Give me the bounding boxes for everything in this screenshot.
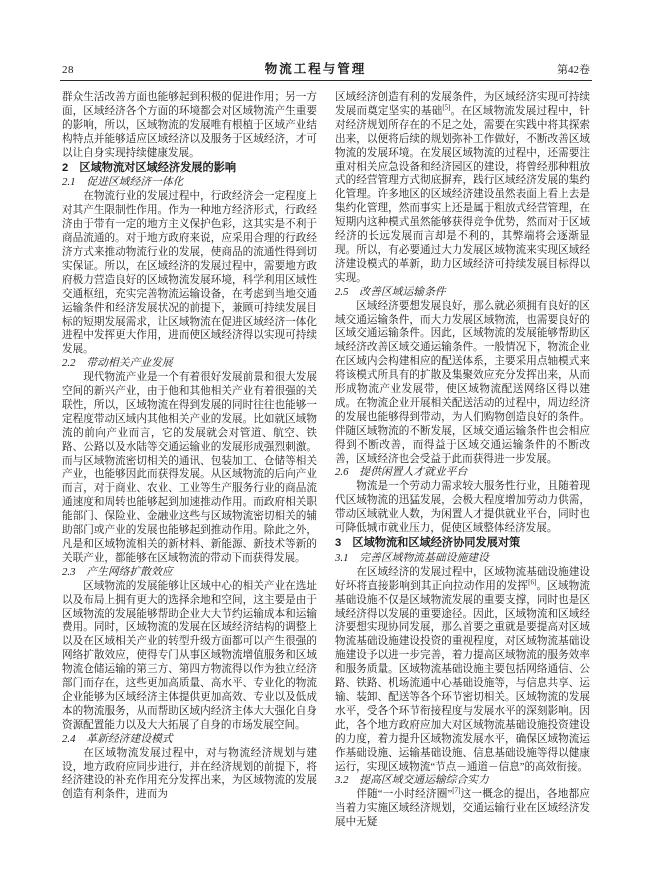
body-paragraph: 在物流行业的发展过程中，行政经济会一定程度上对其产生限制性作用。作为一种地方经济形式，行政经济由于带有一定的地方主义保护色彩，这其实是不利于商品流通的。对于地方政府来说，应采用合理的行政经济方式来推动物流行业的发展，使商品的流通性得到切实保证。所以，在区域经济的发展过程中，需要地方政府极力营造良好的区域物流发展环境，科学利用区域性交通枢纽，充实完善物流运输设备，在考虑到当地交通运输条件和经济发展状况的前提下，兼顾可持续发展目标的短期发展需求，让区域物流在促进区域经济一体化进程中发挥更大作用，进而使区域经济得以实现可持续发展。 xyxy=(62,191,317,356)
right-column xyxy=(335,91,590,830)
subsection-heading: 2.3 产生网络扩散效应 xyxy=(62,565,173,578)
volume-label: 第42卷 xyxy=(556,64,590,76)
body-paragraph: 区域物流的发展能够让区域中心的相关产业在选址以及布局上拥有更大的选择余地和空间，这主要是由于区域物流的发展能够帮助企业大大节约运输成本和运输费用。同时，区域物流的发展在区域经济结构的调整上以及在区域相关产业的转型升级方面都可以产生很强的网络扩散效应，使得专门从事区域物流增值服务和区域物流仓储运输的第三方、第四方物流得以作为独立经济部门而存在，这些更加高质量、高水平、专业化的物流企业能够为区域经济主体提供更加高效、专业以及低成本的物流服务，从而帮助区域内经济主体大大强化自身资源配置能力以及大大拓展了自身的市场发展空间。 xyxy=(62,580,317,731)
section-heading: 3 区域物流和区域经济协同发展对策 xyxy=(335,537,521,549)
left-column xyxy=(62,91,317,830)
body-paragraph: 区域经济要想发展良好，那么就必须拥有良好的区域交通运输条件，而大力发展区域物流，也需要良好的区域交通运输条件。因此，区域物流的发展能够帮助区域经济改善区域交通运输条件。一般情况下，物流企业在区域内会构建相应的配送体系，主要采用点轴模式来将该模式所具有的扩散及集聚效应充分发挥出来，从而形成物流产业发展带，使区域物流配送网络区得以建成。在物流企业开展相关配送活动的过程中，周边经济的发展也能够得到带动，为人们购物创造良好的条件。伴随区域物流的不断发展，区域交通运输条件也会相应得到不断改善，而得益于区域交通运输条件的不断改善，区域经济也会受益于此而获得进一步发展。 xyxy=(335,300,590,465)
subsection-heading: 2.5 改善区域运输条件 xyxy=(335,285,446,298)
body-paragraph: 物流是一个劳动力需求较大服务性行业，且随着现代区域物流的迅猛发展，会极大程度增加劳动力供需，带动区域就业人数，为闲置人才提供就业平台，同时也可降低城市就业压力，促使区域整体经济发展。 xyxy=(335,481,590,535)
body-paragraph: 现代物流产业是一个有着很好发展前景和很大发展空间的新兴产业，由于他和其他相关产业有着很强的关联性，所以，区域物流在得到发展的同时往往也能够一定程度带动区域内其他相关产业的发展。比如就区域物流的前向产业而言，它的发展就会对管道、航空、铁路、公路以及水陆等交通运输业的发展形成强烈刺激。而与区域物流密切相关的通讯、包装加工、仓储等相关产业，也能够因此而获得发展。从区域物流的后向产业而言，对于商业、农业、工业等生产服务行业的商品流通速度和周转也能够起到加速推动作用。而政府相关职能部门、保险业、金融业这些与区域物流密切相关的辅助部门或产业的发展也能够起到推动作用。除此之外，凡是和区域物流相关的新材料、新能源、新技术等新的关联产业，都能够在区域物流的带动下而获得发展。 xyxy=(62,372,317,564)
page-header xyxy=(62,59,590,77)
citation-ref: [5] xyxy=(442,103,451,112)
page-number: 28 xyxy=(62,64,74,76)
body-paragraph: 在区域物流发展过程中，对与物流经济规划与建设，地方政府应同步进行，并在经济规划的前提下，将经济建设的补充作用充分发挥出来，为区域物流的发展创造有利条件，进而为 xyxy=(62,747,317,801)
subsection-heading: 3.2 提高区域交通运输综合实力 xyxy=(335,774,489,787)
body-paragraph: 在区域经济的发展过程中，区域物流基础设施建设好坏将直接影响到其正向拉动作用的发挥[6]。区域物流基础设施不仅是区域物流发展的重要支撑，同时也是区域经济得以发展的重要途径。因此，区域物流和区域经济要想实现协同发展，那么首要之重就是要提高对区域物流基础设施建设投资的重视程度，对区域物流基础设施建设予以进一步完善，着力提高区域物流的服务效率和服务质量。区域物流基础设施主要包括网络通信、公路、铁路、机场流通中心基础设施等，与信息共享、运输、装卸、配送等各个环节密切相关。区域物流的发展水平，受各个环节衔接程度与发展水平的深刻影响。因此，各个地方政府应加大对区域物流基础设施投资建设的力度，着力提升区域物流发展水平，确保区域物流运作基础设施、运输基础设施、信息基础设施等得以健康运行，实现区域物流“节点－通道－信息”的高效衔接。 xyxy=(335,566,591,773)
subsection-heading: 3.1 完善区域物流基础设施建设 xyxy=(335,551,489,564)
journal-title: 物流工程与管理 xyxy=(264,62,367,76)
header-rule xyxy=(60,80,592,81)
citation-ref: [7] xyxy=(452,786,461,795)
subsection-heading: 2.4 革新经济建设模式 xyxy=(62,732,173,745)
body-paragraph: 区域经济创造有利的发展条件，为区域经济实现可持续发展而奠定坚实的基础[5]。在区域物流发展过程中，针对经济规划所存在的不足之处，需要在实践中将其探索出来，以便将后续的规划弥补工作做好，不断改善区域物流的发展环境。在发展区域物流的过程中，还需要注重对相关应急设备和经济园区的建设，将曾经那种粗放式的经营管理方式彻底摒弃，践行区域经济发展的集约化管理。许多地区的区域经济建设虽然表面上看上去是集约化管理，然而事实上还是属于粗放式经营管理，在短期内这种模式虽然能够获得竞争优势，然而对于区域经济的长远发展而言却是不利的，其弊端将会逐渐显现。所以，有必要通过大力发展区域物流来实现区域经济建设模式的革新，助力区域经济可持续发展目标得以实现。 xyxy=(335,92,591,284)
section-heading: 2 区域物流对区域经济发展的影响 xyxy=(62,161,237,174)
body-paragraph: 伴随“一小时经济圈”[7]这一概念的提出，各地都应当着力实施区域经济规划，交通运输行业在区域经济发展中无疑 xyxy=(335,786,591,829)
body-paragraph: 群众生活改善方面也能够起到积极的促进作用；另一方面，区域经济各个方面的环境都会对区域物流产生重要的影响，所以，区域物流的发展唯有根植于区域产业结构特点并能够适应区域经济以及服务于区域经济，才可以让自身实现持续健康发展。 xyxy=(62,92,317,159)
subsection-heading: 2.1 促进区域经济一体化 xyxy=(62,176,184,189)
subsection-heading: 2.6 提供闲置人才就业平台 xyxy=(335,466,468,479)
citation-ref: [6] xyxy=(528,578,537,587)
article-body xyxy=(62,91,590,830)
subsection-heading: 2.2 带动相关产业发展 xyxy=(62,357,173,370)
